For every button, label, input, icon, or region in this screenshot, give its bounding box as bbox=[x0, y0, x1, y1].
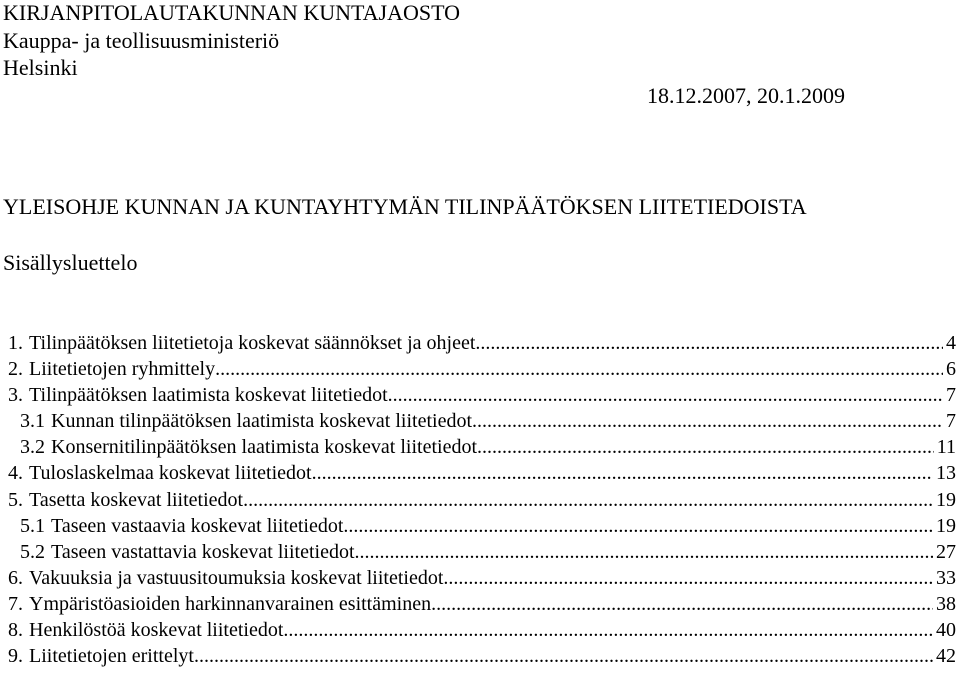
toc-leader bbox=[443, 565, 933, 591]
toc-leader bbox=[388, 382, 943, 408]
toc-leader bbox=[215, 356, 943, 382]
toc-item-number: 8. bbox=[8, 619, 23, 642]
toc-item-page: 7 bbox=[946, 410, 956, 433]
toc-item[interactable] bbox=[8, 460, 956, 486]
toc-leader bbox=[343, 513, 933, 539]
toc-item-number: 3. bbox=[8, 384, 23, 407]
toc-item-page: 11 bbox=[936, 436, 956, 459]
toc-item-page: 42 bbox=[936, 645, 956, 668]
toc-item-title: Tilinpäätöksen liitetietoja koskevat säännökset ja ohjeet bbox=[29, 332, 476, 354]
toc-leader bbox=[283, 617, 933, 643]
toc-item-page: 38 bbox=[936, 592, 956, 615]
toc-item-number: 6. bbox=[8, 566, 23, 589]
toc-item-page: 6 bbox=[946, 358, 956, 381]
organization-name: KIRJANPITOLAUTAKUNNAN KUNTAJAOSTO bbox=[3, 0, 461, 25]
toc-item-number: 4. bbox=[8, 462, 23, 485]
toc-item-page: 4 bbox=[946, 332, 956, 354]
toc-item-page: 13 bbox=[936, 462, 956, 485]
toc-item-title: Vakuuksia ja vastuusitoumuksia koskevat liitetiedot bbox=[29, 566, 444, 589]
toc-leader bbox=[243, 487, 933, 513]
toc-item-number: 9. bbox=[8, 645, 23, 668]
toc-item-page: 19 bbox=[936, 514, 956, 537]
table-of-contents bbox=[8, 330, 956, 669]
toc-item[interactable] bbox=[8, 617, 956, 643]
toc-leader bbox=[312, 460, 933, 486]
toc-item-number: 2. bbox=[8, 358, 23, 381]
toc-item[interactable] bbox=[8, 643, 956, 669]
document-date: 18.12.2007, 20.1.2009 bbox=[647, 83, 845, 108]
toc-leader bbox=[194, 643, 933, 669]
toc-item-number: 5.1 bbox=[20, 514, 45, 537]
toc-item-title: Konsernitilinpäätöksen laatimista koskevat liitetiedot bbox=[51, 436, 478, 459]
toc-subitem[interactable] bbox=[8, 408, 956, 434]
toc-item-page: 19 bbox=[936, 488, 956, 511]
toc-leader bbox=[477, 434, 934, 460]
toc-item-number: 1. bbox=[8, 332, 23, 354]
toc-leader bbox=[431, 591, 933, 617]
toc-item-title: Tuloslaskelmaa koskevat liitetiedot bbox=[29, 462, 312, 485]
toc-item-title: Taseen vastaavia koskevat liitetiedot bbox=[51, 514, 344, 537]
toc-heading: Sisällysluettelo bbox=[3, 250, 138, 275]
toc-item-title: Ympäristöasioiden harkinnanvarainen esittäminen bbox=[29, 592, 432, 615]
toc-item-page: 40 bbox=[936, 619, 956, 642]
toc-item-page: 7 bbox=[946, 384, 956, 407]
toc-item-title: Taseen vastattavia koskevat liitetiedot bbox=[51, 540, 355, 563]
toc-item-number: 5.2 bbox=[20, 540, 45, 563]
toc-item[interactable] bbox=[8, 565, 956, 591]
city-name: Helsinki bbox=[3, 55, 78, 80]
toc-item[interactable] bbox=[8, 591, 956, 617]
toc-item-title: Liitetietojen ryhmittely bbox=[29, 358, 216, 381]
toc-leader bbox=[355, 539, 934, 565]
toc-item-number: 7. bbox=[8, 592, 23, 615]
ministry-name: Kauppa- ja teollisuusministeriö bbox=[3, 28, 280, 53]
toc-item[interactable] bbox=[8, 382, 956, 408]
toc-item[interactable] bbox=[8, 487, 956, 513]
toc-item-title: Tilinpäätöksen laatimista koskevat liitetiedot bbox=[29, 384, 388, 407]
toc-item[interactable] bbox=[8, 356, 956, 382]
toc-item-title: Henkilöstöä koskevat liitetiedot bbox=[29, 619, 284, 642]
toc-subitem[interactable] bbox=[8, 434, 956, 460]
toc-subitem[interactable] bbox=[8, 513, 956, 539]
toc-item-number: 3.1 bbox=[20, 410, 45, 433]
toc-item-title: Kunnan tilinpäätöksen laatimista koskevat liitetiedot bbox=[51, 410, 473, 433]
toc-subitem[interactable] bbox=[8, 539, 956, 565]
toc-item-number: 3.2 bbox=[20, 436, 45, 459]
toc-leader bbox=[472, 408, 943, 434]
toc-item-page: 27 bbox=[936, 540, 956, 563]
toc-item-number: 5. bbox=[8, 488, 23, 511]
toc-item-page: 33 bbox=[936, 566, 956, 589]
toc-item[interactable] bbox=[8, 330, 956, 356]
toc-item-title: Tasetta koskevat liitetiedot bbox=[29, 488, 244, 511]
toc-item-title: Liitetietojen erittelyt bbox=[29, 645, 194, 668]
document-title: YLEISOHJE KUNNAN JA KUNTAYHTYMÄN TILINPÄÄTÖKSEN LIITETIEDOISTA bbox=[3, 194, 807, 219]
toc-leader bbox=[475, 330, 943, 356]
